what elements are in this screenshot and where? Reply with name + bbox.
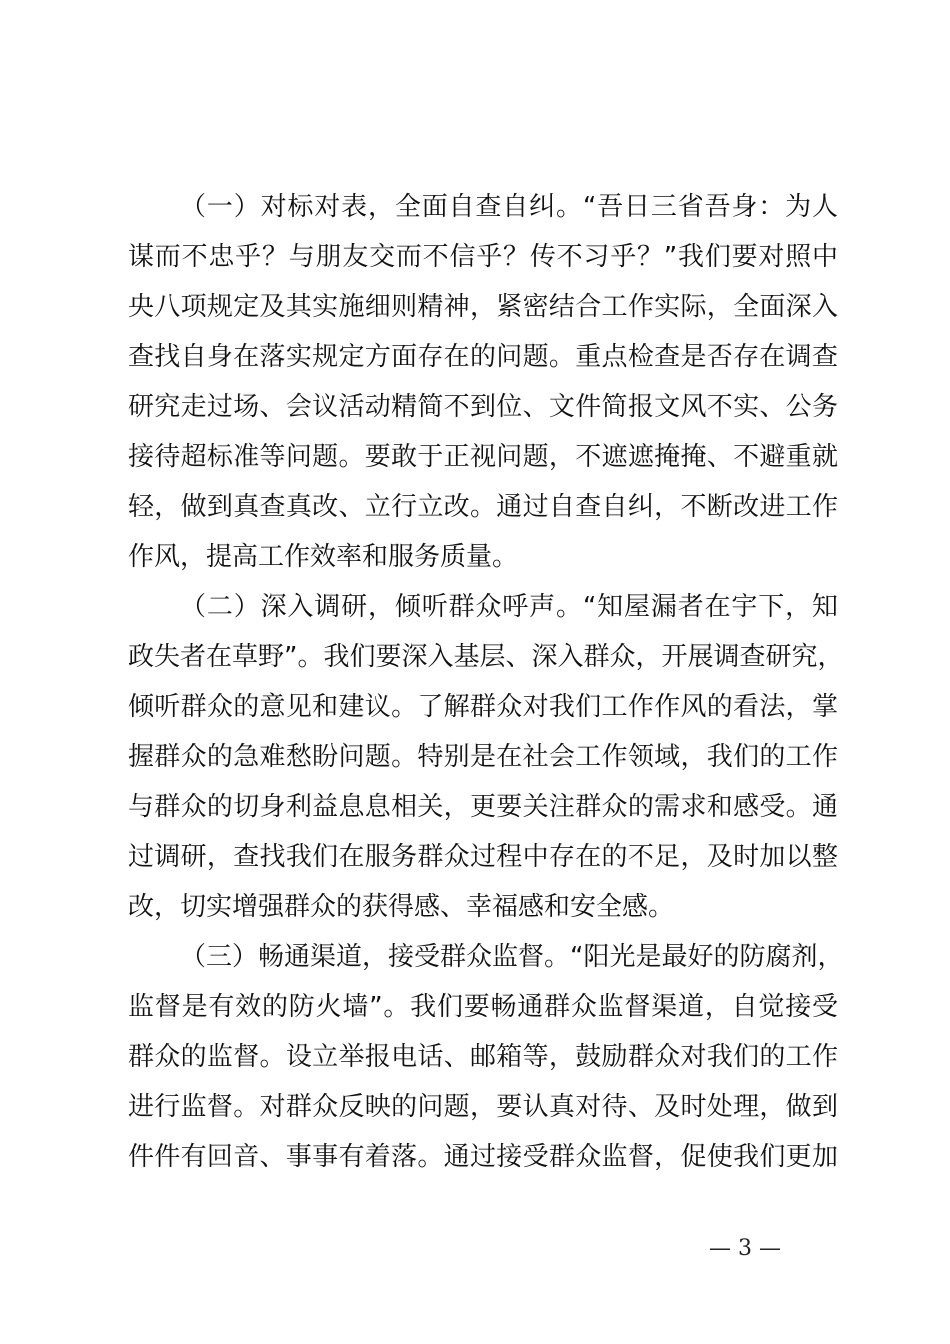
paragraph-3-line-2: 监督是有效的防火墙”。我们要畅通群众监督渠道，自觉接受 [128,992,838,1022]
paragraph-1-line-5: 研究走过场、会议活动精简不到位、文件简报文风不实、公务 [128,392,838,422]
paragraph-1-line-2: 谋而不忠乎？与朋友交而不信乎？传不习乎？”我们要对照中 [128,242,838,272]
paragraph-1-line-1: （一）对标对表，全面自查自纠。“吾日三省吾身：为人 [180,192,838,222]
paragraph-2-line-7: 改，切实增强群众的获得感、幸福感和安全感。 [128,892,675,922]
paragraph-3-line-1: （三）畅通渠道，接受群众监督。“阳光是最好的防腐剂， [180,942,844,972]
paragraph-2-line-4: 握群众的急难愁盼问题。特别是在社会工作领域，我们的工作 [128,742,838,772]
paragraph-1-line-4: 查找自身在落实规定方面存在的问题。重点检查是否存在调查 [128,342,838,372]
paragraph-2-line-3: 倾听群众的意见和建议。了解群众对我们工作作风的看法，掌 [128,692,838,722]
page-number: — 3 — [709,1236,781,1261]
paragraph-1-line-6: 接待超标准等问题。要敢于正视问题，不遮遮掩掩、不避重就 [128,442,838,472]
paragraph-2-line-2: 政失者在草野”。我们要深入基层、深入群众，开展调查研究， [128,642,844,672]
paragraph-1-line-8: 作风，提高工作效率和服务质量。 [128,542,519,572]
paragraph-2-line-5: 与群众的切身利益息息相关，更要关注群众的需求和感受。通 [128,792,838,822]
paragraph-2-line-6: 过调研，查找我们在服务群众过程中存在的不足，及时加以整 [128,842,838,872]
paragraph-1-line-7: 轻，做到真查真改、立行立改。通过自查自纠，不断改进工作 [128,492,838,522]
paragraph-3-line-5: 件件有回音、事事有着落。通过接受群众监督，促使我们更加 [128,1142,838,1172]
paragraph-2-line-1: （二）深入调研，倾听群众呼声。“知屋漏者在宇下，知 [180,592,838,622]
paragraph-1-line-3: 央八项规定及其实施细则精神，紧密结合工作实际，全面深入 [128,292,838,322]
paragraph-3-line-4: 进行监督。对群众反映的问题，要认真对待、及时处理，做到 [128,1092,838,1122]
paragraph-3-line-3: 群众的监督。设立举报电话、邮箱等，鼓励群众对我们的工作 [128,1042,838,1072]
